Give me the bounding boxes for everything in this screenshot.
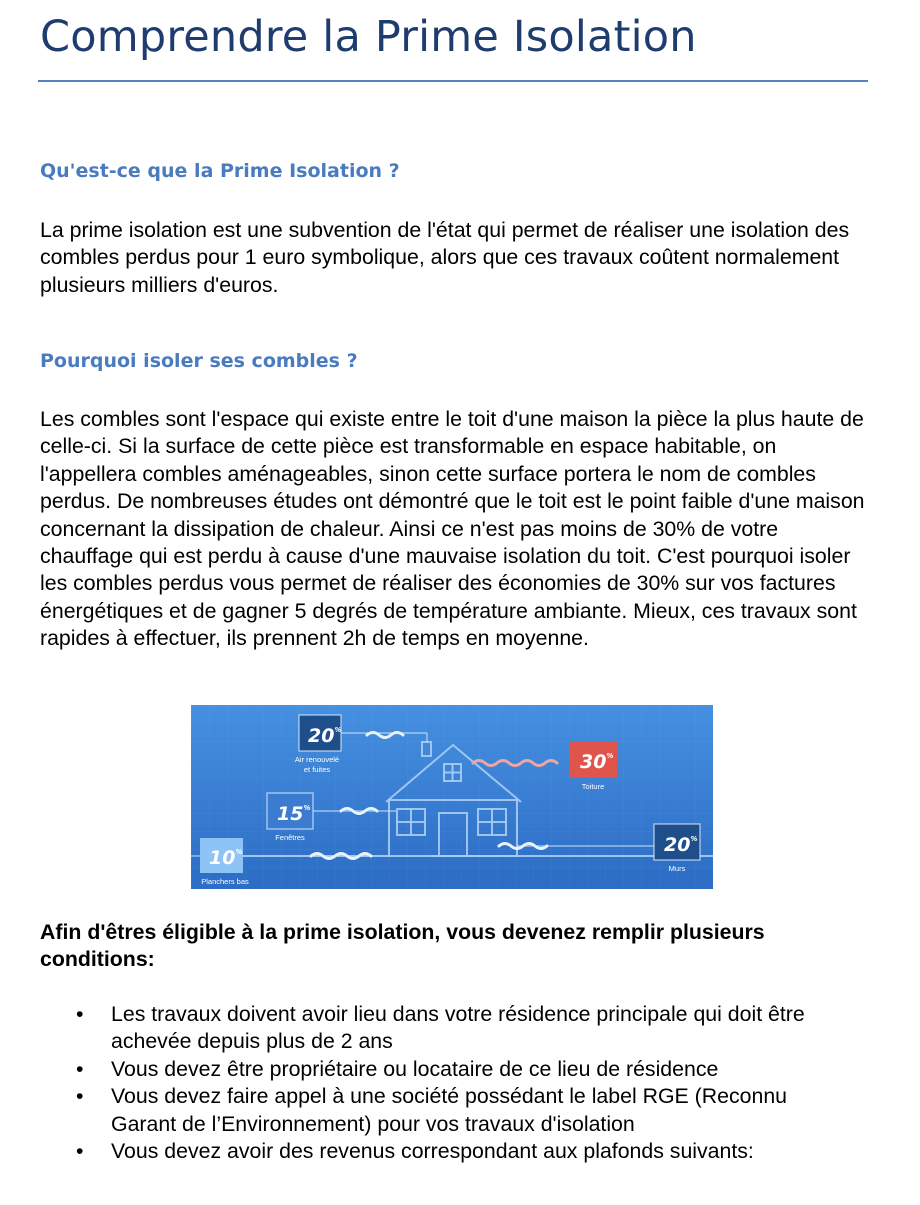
badge-floors	[200, 838, 249, 886]
bullet: •	[76, 1139, 84, 1164]
heat-loss-infographic	[191, 705, 713, 889]
section-text-what: La prime isolation est une subvention de l'état qui permet de réaliser une isolation des combles perdus pour 1 euro symbolique, alors que ces travaux coûtent normalement plusieurs milliers d'euros.	[40, 218, 850, 297]
list-item	[0, 1056, 851, 1083]
svg-text:30%: 30%	[580, 751, 614, 773]
list-item-text: Vous devez être propriétaire ou locataire de ce lieu de résidence	[111, 1056, 719, 1081]
svg-text:15%: 15%	[277, 803, 311, 825]
list-item-text: Vous devez avoir des revenus correspondant aux plafonds suivants:	[111, 1139, 754, 1164]
list-item	[0, 1083, 851, 1138]
section-heading-why: Pourquoi isoler ses combles ?	[40, 350, 358, 372]
badge-label: Murs	[668, 864, 686, 873]
page-title: Comprendre la Prime Isolation	[40, 12, 697, 62]
badge-label: Toiture	[581, 782, 605, 791]
list-item-text: Les travaux doivent avoir lieu dans votre résidence principale qui doit être achevée depuis plus de 2 ans	[111, 1002, 805, 1054]
section-heading-what: Qu'est-ce que la Prime Isolation ?	[40, 160, 400, 182]
conditions-list	[0, 1001, 851, 1165]
svg-text:20%: 20%	[664, 834, 698, 856]
list-item	[0, 1138, 851, 1165]
svg-text:10%: 10%	[209, 847, 243, 869]
badge-label: et fuites	[303, 765, 331, 774]
title-divider	[38, 80, 868, 82]
bullet: •	[76, 1056, 84, 1081]
list-item-text: Vous devez faire appel à une société possédant le label RGE (Reconnu Garant de l’Environnement) pour vos travaux d'isolation	[111, 1084, 788, 1136]
badge-label: Planchers bas	[201, 877, 249, 886]
conditions-heading: Afin d'êtres éligible à la prime isolation, vous devenez remplir plusieurs conditions:	[40, 920, 765, 971]
bullet: •	[76, 1002, 84, 1026]
svg-text:20%: 20%	[308, 725, 342, 747]
bullet: •	[76, 1084, 84, 1109]
section-text-why: Les combles sont l'espace qui existe entre le toit d'une maison la pièce la plus haute de celle-ci. Si la surface de cette pièce est transformable en espace habitable, on l'appellera combles aménageables, sinon cette surface portera le nom de combles perdus. De nombreuses études ont démontré que le toit est le point faible d'une maison concernant la dissipation de chaleur. Ainsi ce n'est pas moins de 30% de votre chauffage qui est perdu à cause d'une mauvaise isolation du toit. C'est pourquoi isoler les combles perdus vous permet de réaliser des économies de 30% sur vos factures énergétiques et de gagner 5 degrés de température ambiante. Mieux, ces travaux sont rapides à effectuer, ils prennent 2h de temps en moyenne.	[40, 407, 865, 651]
badge-label: Air renouvelé	[294, 755, 340, 764]
infographic-svg	[191, 705, 713, 889]
list-item	[0, 1001, 851, 1056]
badge-label: Fenêtres	[275, 833, 305, 842]
